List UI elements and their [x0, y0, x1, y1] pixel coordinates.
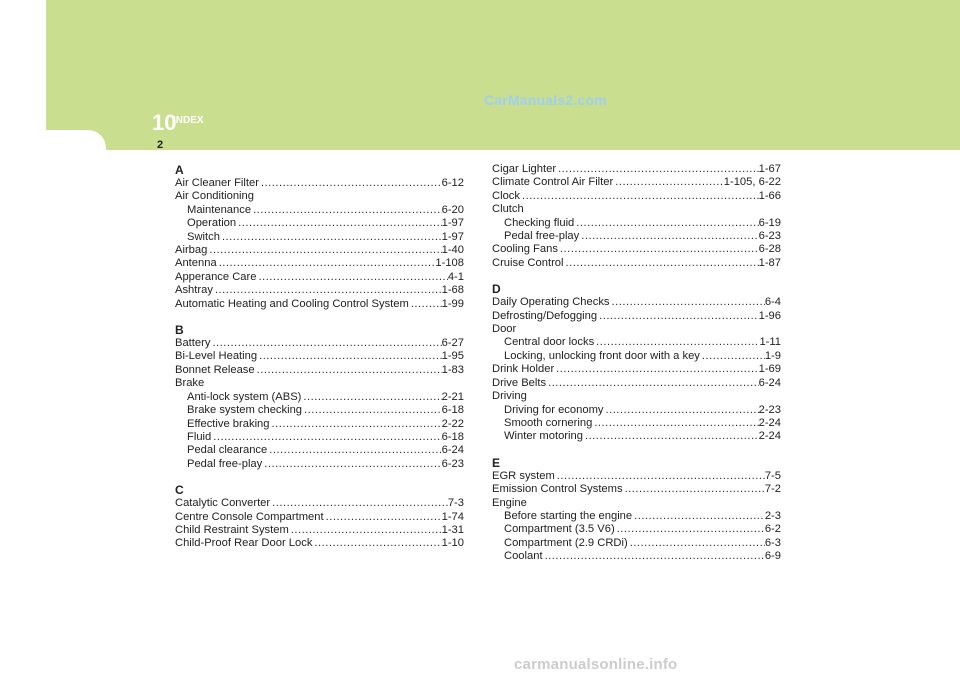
leader-dots — [324, 511, 442, 524]
leader-dots — [213, 284, 442, 297]
leader-dots — [211, 431, 441, 444]
index-entry — [175, 377, 464, 390]
entry-name: Checking fluid — [504, 216, 575, 229]
index-section — [492, 456, 781, 564]
leader-dots — [301, 391, 441, 404]
entry-name: Cooling Fans — [492, 243, 558, 256]
entry-page: 2-24 — [758, 416, 781, 429]
leader-dots — [700, 350, 765, 363]
leader-dots — [543, 550, 765, 563]
entry-name: Catalytic Converter — [175, 497, 271, 510]
index-entry — [492, 296, 781, 309]
index-subentry — [175, 217, 464, 230]
leader-dots — [409, 298, 442, 311]
entry-page: 1-69 — [758, 363, 781, 376]
leader-dots — [210, 337, 441, 350]
index-section — [492, 282, 781, 443]
index-section — [175, 163, 464, 311]
index-entry — [175, 271, 464, 284]
entry-page: 1-68 — [441, 284, 464, 297]
section-letter: D — [492, 282, 501, 297]
index-entry — [492, 363, 781, 376]
page-number: 2 — [157, 139, 164, 151]
leader-dots — [251, 204, 442, 217]
leader-dots — [302, 404, 442, 417]
entry-name: Emission Control Systems — [492, 483, 623, 496]
entry-name: Child Restraint System — [175, 523, 289, 536]
index-subentry — [175, 404, 464, 417]
leader-dots — [594, 336, 759, 349]
entry-page: 1-96 — [758, 309, 781, 322]
leader-dots — [259, 177, 442, 190]
entry-name: Airbag — [175, 244, 208, 257]
entry-name: Apperance Care — [175, 270, 257, 283]
entry-name: Cigar Lighter — [492, 163, 557, 175]
leader-dots — [583, 430, 759, 443]
index-subentry — [175, 204, 464, 217]
entry-page: 1-10 — [441, 537, 464, 550]
entry-name: Door — [492, 323, 517, 336]
entry-name: Drink Holder — [492, 363, 555, 376]
entry-page: 1-108 — [435, 257, 464, 270]
entry-page: 1-9 — [764, 349, 781, 362]
leader-dots — [558, 243, 759, 256]
index-subentry — [492, 510, 781, 523]
leader-dots — [312, 537, 441, 550]
index-entry — [492, 190, 781, 203]
entry-name: Ashtray — [175, 284, 213, 297]
entry-name: Brake system checking — [187, 404, 303, 417]
entry-name: Maintenance — [187, 203, 252, 216]
index-subentry — [492, 523, 781, 536]
index-subentry — [175, 418, 464, 431]
entry-name: Air Conditioning — [175, 190, 254, 203]
index-entry — [175, 284, 464, 297]
entry-name: Cruise Control — [492, 256, 564, 269]
entry-page: 1-74 — [441, 510, 464, 523]
entry-name: Clock — [492, 189, 520, 202]
index-entry — [175, 524, 464, 537]
index-entry — [492, 483, 781, 496]
index-column-right — [492, 163, 781, 576]
section-letter: C — [175, 483, 184, 498]
entry-name: Smooth cornering — [504, 416, 593, 429]
entry-name: Coolant — [504, 550, 543, 563]
index-entry — [492, 323, 781, 336]
index-entry — [175, 364, 464, 377]
entry-page: 7-3 — [447, 497, 464, 510]
index-entry — [175, 337, 464, 350]
index-entry — [175, 298, 464, 311]
entry-name: Child-Proof Rear Door Lock — [175, 537, 313, 550]
index-entry — [175, 537, 464, 550]
entry-page: 1-97 — [441, 230, 464, 243]
index-subentry — [492, 230, 781, 243]
entry-page: 6-24 — [441, 444, 464, 457]
entry-name: Pedal free-play — [504, 230, 580, 243]
entry-page: 6-3 — [764, 536, 781, 549]
index-entry — [175, 244, 464, 257]
entry-page: 2-21 — [441, 390, 464, 403]
entry-page: 6-9 — [764, 550, 781, 563]
leader-dots — [255, 364, 442, 377]
index-entry — [492, 243, 781, 256]
entry-page: 2-23 — [758, 403, 781, 416]
section-letter: B — [175, 323, 184, 338]
index-entry — [492, 390, 781, 403]
leader-dots — [554, 363, 758, 376]
entry-page: 1-83 — [441, 363, 464, 376]
entry-page: 6-19 — [758, 216, 781, 229]
index-entry — [492, 310, 781, 323]
entry-page: 6-24 — [758, 376, 781, 389]
entry-name: Antenna — [175, 257, 217, 270]
entry-page: 7-5 — [764, 469, 781, 482]
leader-dots — [257, 350, 442, 363]
index-subentry — [175, 391, 464, 404]
entry-page: 6-2 — [764, 523, 781, 536]
leader-dots — [262, 458, 441, 471]
watermark[interactable]: carmanualsonline.info — [514, 656, 678, 673]
entry-name: Air Cleaner Filter — [175, 177, 259, 189]
index-entry — [492, 497, 781, 510]
entry-name: Effective braking — [187, 417, 270, 430]
entry-name: Automatic Heating and Cooling Control System — [175, 297, 409, 310]
entry-name: Drive Belts — [492, 376, 547, 389]
entry-page: 1-40 — [441, 244, 464, 257]
leader-dots — [574, 217, 758, 230]
leader-dots — [256, 271, 447, 284]
chapter-number: 10 — [152, 110, 177, 135]
leader-dots — [615, 523, 765, 536]
entry-name: Pedal clearance — [187, 444, 268, 457]
entry-name: Compartment (2.9 CRDi) — [504, 536, 628, 549]
entry-page: 1-95 — [441, 350, 464, 363]
leader-dots — [597, 310, 758, 323]
entry-name: Daily Operating Checks — [492, 296, 610, 309]
index-entry — [175, 190, 464, 203]
entry-page: 6-4 — [764, 296, 781, 309]
leader-dots — [555, 470, 765, 483]
index-subentry — [175, 231, 464, 244]
entry-page: 1-97 — [441, 217, 464, 230]
entry-page: 1-11 — [759, 336, 781, 349]
leader-dots — [207, 244, 441, 257]
chapter-label: INDEX — [173, 115, 204, 126]
entry-page: 2-22 — [441, 417, 464, 430]
index-subentry — [492, 350, 781, 363]
leader-dots — [613, 176, 724, 189]
index-subentry — [492, 550, 781, 563]
index-entry — [175, 257, 464, 270]
entry-name: Before starting the engine — [504, 509, 633, 522]
index-section — [175, 483, 464, 551]
entry-page: 6-27 — [441, 337, 464, 350]
leader-dots — [236, 217, 441, 230]
leader-dots — [270, 418, 442, 431]
entry-page: 1-66 — [758, 189, 781, 202]
entry-name: Engine — [492, 496, 527, 509]
entry-page: 1-67 — [758, 163, 781, 175]
leader-dots — [592, 417, 758, 430]
index-subentry — [175, 458, 464, 471]
entry-name: Central door locks — [504, 336, 595, 349]
entry-name: Battery — [175, 337, 211, 350]
entry-page: 2-3 — [764, 509, 781, 522]
leader-dots — [270, 497, 448, 510]
index-entry — [492, 377, 781, 390]
index-subentry — [492, 417, 781, 430]
entry-name: Clutch — [492, 203, 524, 216]
entry-page: 1-99 — [441, 297, 464, 310]
header-notch — [46, 130, 106, 162]
entry-name: Winter motoring — [504, 430, 583, 443]
index-subentry — [492, 336, 781, 349]
leader-dots — [623, 483, 765, 496]
entry-name: Driving — [492, 390, 527, 403]
entry-page: 6-12 — [441, 177, 464, 189]
entry-name: Centre Console Compartment — [175, 510, 324, 523]
entry-name: Brake — [175, 377, 205, 390]
leader-dots — [603, 404, 758, 417]
entry-name: Driving for economy — [504, 403, 604, 416]
entry-page: 4-1 — [447, 270, 464, 283]
site-mark[interactable]: CarManuals2.com — [484, 92, 607, 108]
entry-name: Bi-Level Heating — [175, 350, 258, 363]
leader-dots — [217, 257, 436, 270]
entry-page: 6-23 — [441, 457, 464, 470]
index-entry — [492, 163, 781, 176]
header-band — [46, 0, 960, 150]
entry-page: 1-105, 6-22 — [723, 176, 781, 189]
entry-name: Bonnet Release — [175, 363, 255, 376]
leader-dots — [579, 230, 758, 243]
index-entry — [492, 257, 781, 270]
index-subentry — [492, 537, 781, 550]
leader-dots — [556, 163, 759, 176]
entry-name: Pedal free-play — [187, 457, 263, 470]
entry-name: Climate Control Air Filter — [492, 176, 614, 189]
section-letter: A — [175, 163, 184, 177]
entry-name: Operation — [187, 217, 237, 230]
entry-page: 7-2 — [764, 483, 781, 496]
leader-dots — [610, 296, 765, 309]
leader-dots — [628, 537, 765, 550]
entry-page: 6-28 — [758, 243, 781, 256]
leader-dots — [632, 510, 765, 523]
entry-name: Defrosting/Defogging — [492, 309, 598, 322]
leader-dots — [220, 231, 442, 244]
index-entry — [175, 497, 464, 510]
index-entry — [492, 176, 781, 189]
entry-page: 6-18 — [441, 404, 464, 417]
entry-page: 6-20 — [441, 203, 464, 216]
index-section — [492, 163, 781, 270]
index-entry — [175, 177, 464, 190]
entry-page: 2-24 — [758, 430, 781, 443]
entry-page: 1-31 — [441, 523, 464, 536]
index-subentry — [175, 431, 464, 444]
entry-page: 1-87 — [758, 256, 781, 269]
leader-dots — [546, 377, 759, 390]
index-entry — [492, 203, 781, 216]
entry-name: Anti-lock system (ABS) — [187, 390, 302, 403]
entry-name: Switch — [187, 230, 220, 243]
entry-page: 6-23 — [758, 230, 781, 243]
index-section — [175, 323, 464, 471]
index-subentry — [492, 404, 781, 417]
entry-page: 6-18 — [441, 430, 464, 443]
section-letter: E — [492, 455, 501, 470]
index-subentry — [492, 430, 781, 443]
entry-name: EGR system — [492, 469, 555, 482]
index-column-left — [175, 163, 464, 563]
index-subentry — [492, 217, 781, 230]
leader-dots — [267, 444, 441, 457]
leader-dots — [289, 524, 442, 537]
entry-name: Locking, unlocking front door with a key — [504, 349, 700, 362]
index-subentry — [175, 444, 464, 457]
leader-dots — [520, 190, 759, 203]
index-entry — [175, 350, 464, 363]
entry-name: Fluid — [187, 430, 212, 443]
entry-name: Compartment (3.5 V6) — [504, 523, 615, 536]
leader-dots — [564, 257, 759, 270]
index-entry — [492, 470, 781, 483]
index-entry — [175, 511, 464, 524]
